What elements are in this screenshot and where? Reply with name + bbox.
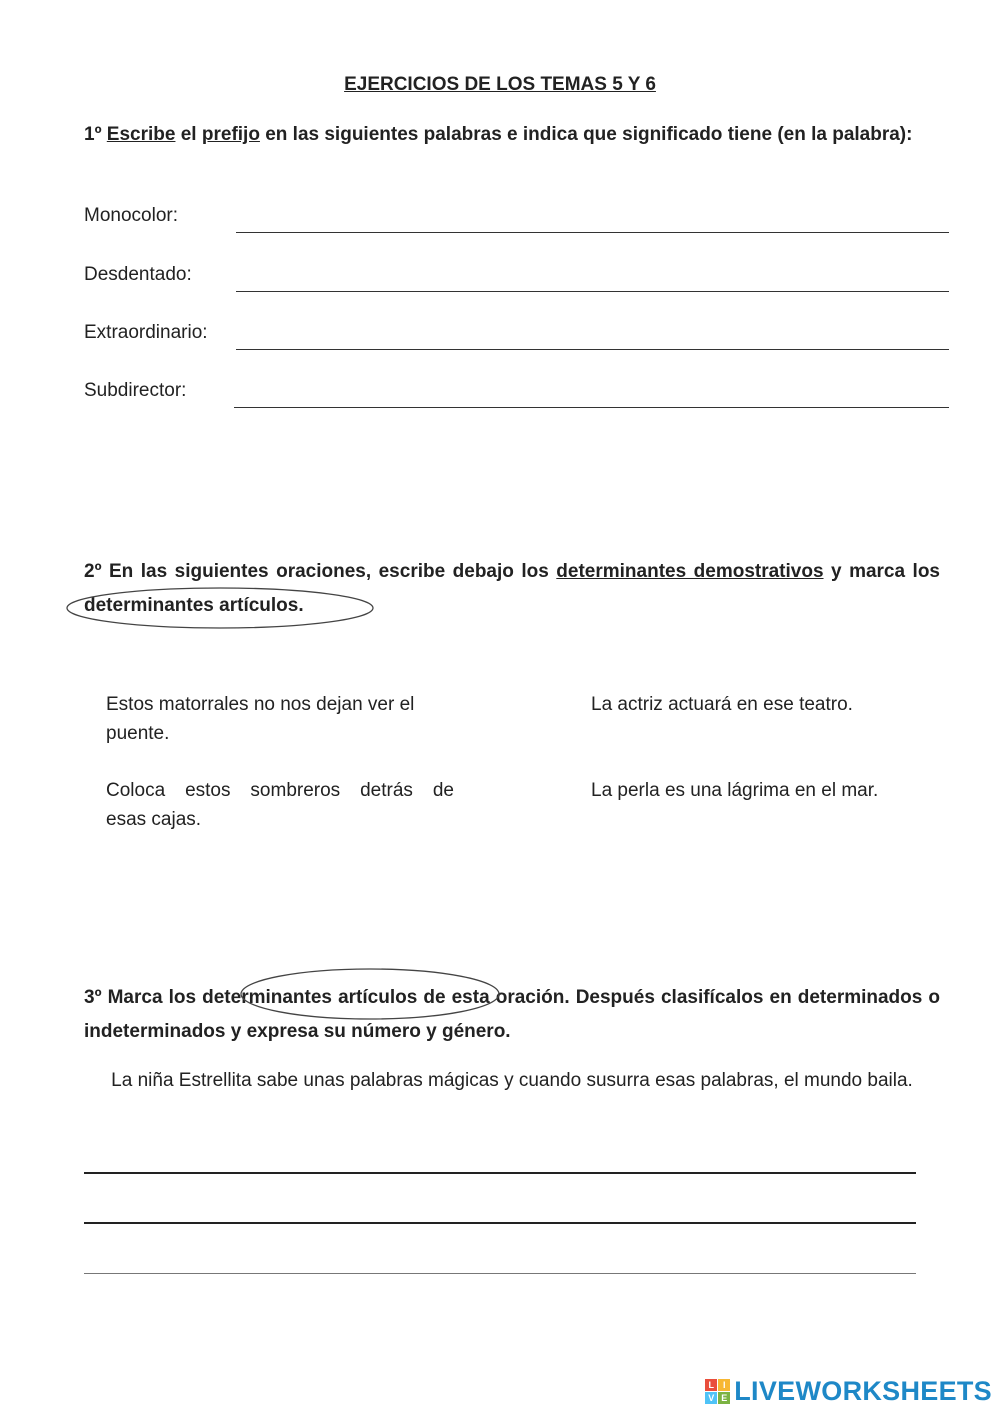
q3-circled: determinantes artículos xyxy=(202,987,418,1008)
answer-line-2[interactable] xyxy=(84,1222,916,1224)
word-extraordinario: Extraordinario: xyxy=(84,322,208,343)
page-title: EJERCICIOS DE LOS TEMAS 5 Y 6 xyxy=(344,74,656,95)
question-2 xyxy=(84,555,940,623)
word-desdentado: Desdentado: xyxy=(84,264,192,285)
q2-text: 2º En las siguientes oraciones, escribe debajo los xyxy=(84,561,549,582)
q1-escribe: Escribe xyxy=(106,124,176,145)
q2-circled: los determinantes artículos. xyxy=(84,561,940,616)
answer-line-extraordinario[interactable] xyxy=(236,349,949,350)
sentence-1-line-1: Estos matorrales no nos dejan ver el xyxy=(106,694,415,715)
sentence-3-line-2: esas cajas. xyxy=(106,809,202,830)
liveworksheets-logo xyxy=(705,1376,992,1407)
q3-number: 3º Marca los xyxy=(84,987,197,1008)
q3-rest: de esta oración. Después clasifícalos en determinados o indeterminados y expresa su número y género. xyxy=(84,987,941,1042)
answer-line-desdentado[interactable] xyxy=(236,291,949,292)
q2-underlined: determinantes demostrativos xyxy=(556,561,824,582)
analysis-sentence: La niña Estrellita sabe unas palabras mágicas y cuando susurra esas palabras, el mundo baila. xyxy=(111,1070,913,1091)
q1-number: 1º xyxy=(84,124,102,145)
word-monocolor: Monocolor: xyxy=(84,205,178,226)
answer-line-subdirector[interactable] xyxy=(234,407,949,408)
answer-line-3[interactable] xyxy=(84,1273,916,1274)
q1-prefijo: prefijo xyxy=(201,124,260,145)
answer-line-1[interactable] xyxy=(84,1172,916,1174)
sentence-3-line-1: Coloca estos sombreros detrás de xyxy=(106,780,454,801)
sentence-2: La actriz actuará en ese teatro. xyxy=(591,694,853,715)
question-3 xyxy=(84,981,940,1049)
sentence-1-line-2: puente. xyxy=(106,723,170,744)
logo-text: LIVEWORKSHEETS xyxy=(734,1376,992,1406)
answer-line-monocolor[interactable] xyxy=(236,232,949,233)
logo-mark-icon: L I V E xyxy=(705,1379,730,1404)
q1-el: el xyxy=(180,124,197,145)
word-subdirector: Subdirector: xyxy=(84,380,187,401)
q1-rest: en las siguientes palabras e indica que significado tiene (en la palabra): xyxy=(265,124,913,145)
question-1 xyxy=(84,118,940,152)
sentence-4: La perla es una lágrima en el mar. xyxy=(591,780,879,801)
q2-after: y marca xyxy=(831,561,906,582)
